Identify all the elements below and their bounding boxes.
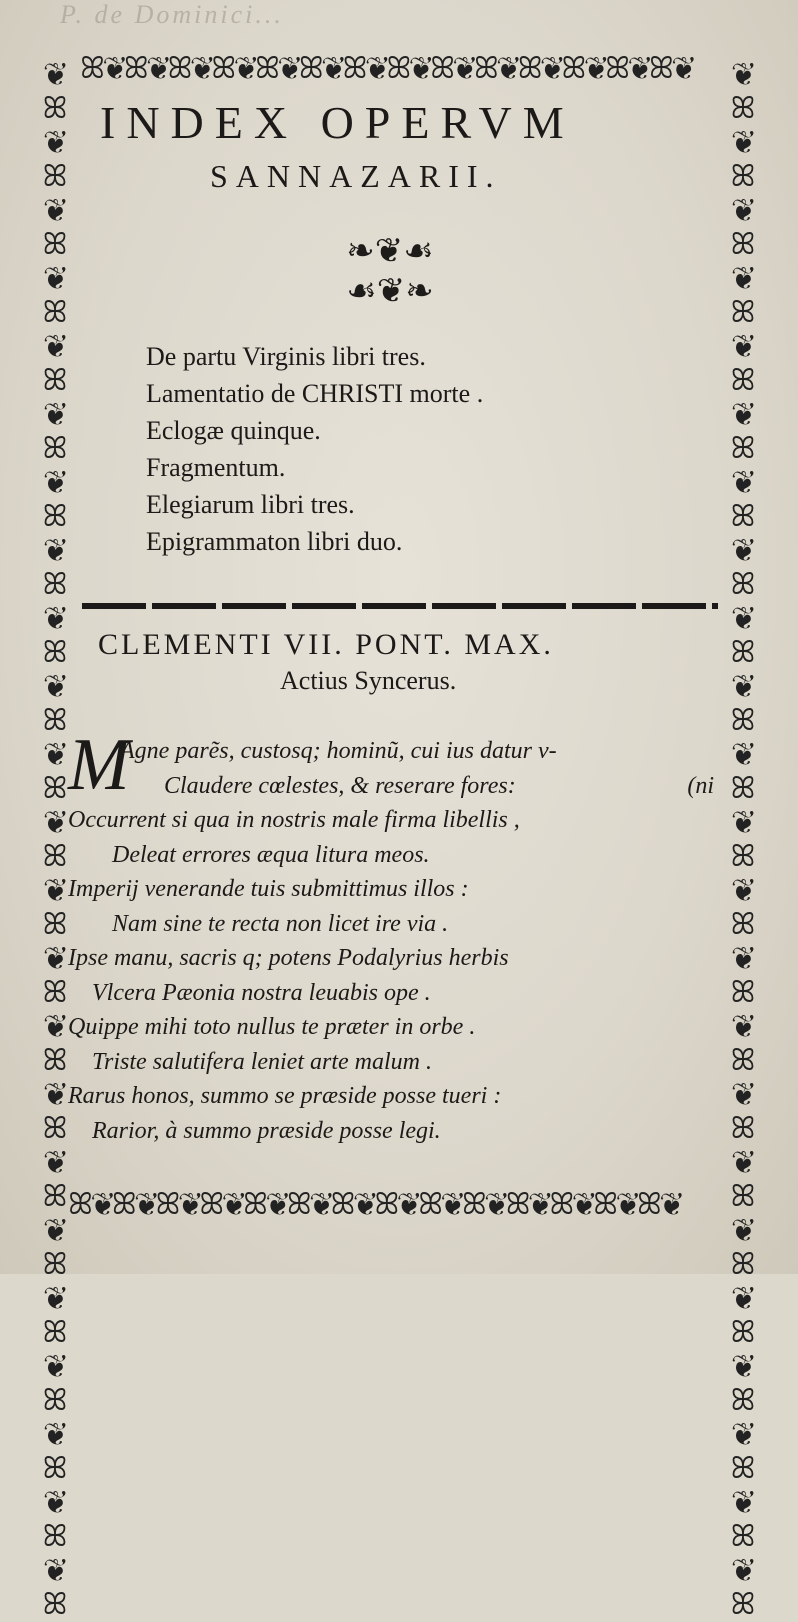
poem-line: Occurrent si qua in nostris male firma libellis , xyxy=(68,807,520,833)
poem-line xyxy=(68,769,720,804)
toc-item: Epigrammaton libri duo. xyxy=(146,527,403,556)
toc-item: Elegiarum libri tres. xyxy=(146,490,355,519)
page-title: INDEX OPERVM xyxy=(100,97,575,148)
poem-line: Nam sine te recta non licet ire via . xyxy=(112,910,449,937)
poem-line: Rarior, à summo præside posse legi. xyxy=(92,1117,441,1144)
fleuron-ornament xyxy=(320,232,460,312)
toc-item: De partu Virginis libri tres. xyxy=(146,342,426,371)
poem-line: Agne parẽs, custosq; hominũ, cui ius datur v- xyxy=(120,738,557,764)
dedication-author: Actius Syncerus. xyxy=(280,666,457,695)
poem-line: Ipse manu, sacris q; potens Podalyrius herbis xyxy=(68,945,509,971)
poem-line: Rarus honos, summo se præside posse tueri : xyxy=(68,1083,502,1109)
ornamental-border-bottom: ꕤ❦ꕤ❦ꕤ❦ꕤ❦ꕤ❦ꕤ❦ꕤ❦ꕤ❦ꕤ❦ꕤ❦ꕤ❦ꕤ❦ꕤ❦ꕤ❦ xyxy=(68,1188,681,1221)
poem-line: Deleat errores æqua litura meos. xyxy=(112,841,430,868)
dedication-heading: CLEMENTI VII. PONT. MAX. xyxy=(98,628,554,661)
ornamental-border-right: ❦ ꕤ ❦ ꕤ ❦ ꕤ ❦ ꕤ ❦ ꕤ ❦ ꕤ ❦ ꕤ ❦ ꕤ ❦ ꕤ ❦ ꕤ ❦ ꕤ ❦ ꕤ ❦ ꕤ ❦ ꕤ ❦ ꕤ ❦ ꕤ ❦ ꕤ ❦ ꕤ ❦ ꕤ ❦ ꕤ ❦ ꕤ ❦ ꕤ ❦ ꕤ xyxy=(730,58,756,1621)
toc-item: Lamentatio de CHRISTI morte . xyxy=(146,379,484,408)
toc-item: Fragmentum. xyxy=(146,453,286,482)
poem-line: Imperij venerande tuis submittimus illos : xyxy=(68,876,469,902)
poem-line-text: Claudere cœlestes, & reserare fores: xyxy=(164,772,516,799)
page-subtitle: SANNAZARII. xyxy=(210,158,502,194)
divider-rule xyxy=(82,603,718,609)
ornamental-border-top: ꕤ❦ꕤ❦ꕤ❦ꕤ❦ꕤ❦ꕤ❦ꕤ❦ꕤ❦ꕤ❦ꕤ❦ꕤ❦ꕤ❦ꕤ❦ꕤ❦ xyxy=(80,52,693,85)
toc-item: Eclogæ quinque. xyxy=(146,416,321,445)
table-of-contents xyxy=(146,338,666,560)
poem-line-overflow: (ni xyxy=(687,773,714,799)
fleuron-bottom: ☙❦❧ xyxy=(346,273,434,310)
ornamental-border-left: ❦ ꕤ ❦ ꕤ ❦ ꕤ ❦ ꕤ ❦ ꕤ ❦ ꕤ ❦ ꕤ ❦ ꕤ ❦ ꕤ ❦ ꕤ ❦ ꕤ ❦ ꕤ ❦ ꕤ ❦ ꕤ ❦ ꕤ ❦ ꕤ ❦ ꕤ ❦ ꕤ ❦ ꕤ ❦ ꕤ ❦ ꕤ ❦ ꕤ ❦ ꕤ xyxy=(42,58,68,1621)
poem-line: Vlcera Pæonia nostra leuabis ope . xyxy=(92,979,431,1006)
handwritten-inscription: P. de Dominici... xyxy=(60,0,284,29)
poem-line: Triste salutifera leniet arte malum . xyxy=(92,1048,432,1075)
fleuron-top: ❧❦☙ xyxy=(346,233,434,270)
dedicatory-poem xyxy=(68,724,720,1148)
drop-cap: M xyxy=(68,724,130,806)
poem-line: Quippe mihi toto nullus te præter in orbe . xyxy=(68,1014,476,1040)
